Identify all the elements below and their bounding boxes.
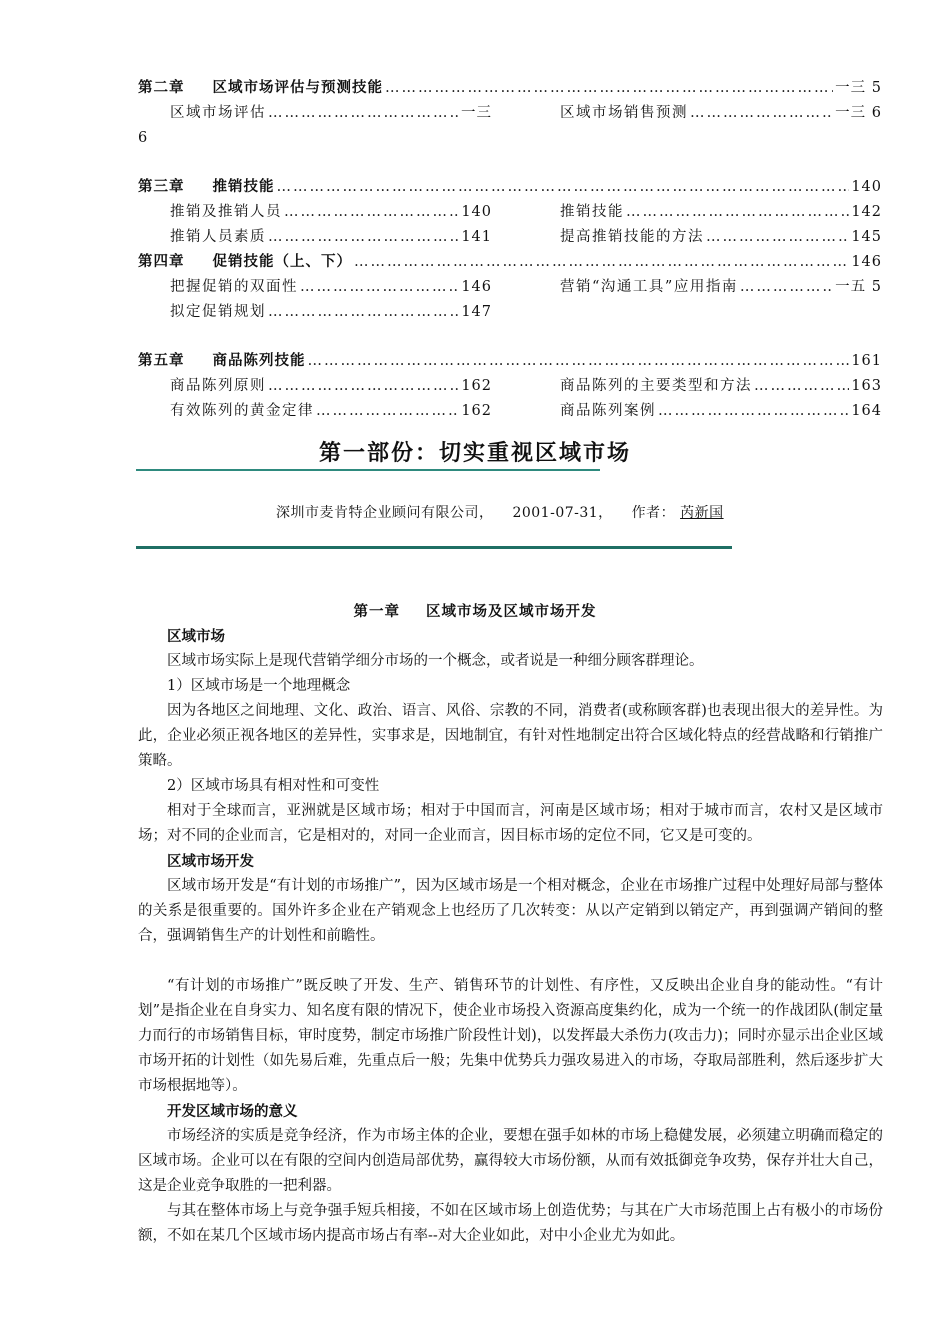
toc-chapter-5[interactable] (138, 350, 882, 372)
toc-leader-dots (268, 301, 459, 323)
toc-page-number: 140 (851, 179, 882, 195)
toc-item-title: 提高推销技能的方法 (560, 229, 704, 245)
toc-chapter-label: 第五章 (138, 352, 185, 369)
paragraph: 区域市场实际上是现代营销学细分市场的一个概念，或者说是一种细分顾客群理论。 (167, 653, 704, 669)
toc-chapter-label: 第四章 (138, 253, 185, 270)
toc-chapter-title: 推销技能 (212, 178, 275, 195)
company-name: 深圳市麦肯特企业顾问有限公司， (276, 505, 494, 521)
toc-chapter-label: 第二章 (138, 79, 185, 96)
article-meta (276, 502, 724, 522)
toc-page-number: 一五 5 (835, 279, 882, 295)
meta-divider (136, 546, 732, 549)
toc-chapter-4[interactable] (138, 251, 882, 273)
toc-item-title: 拟定促销规划 (170, 304, 266, 320)
section-heading: 区域市场开发 (167, 853, 254, 870)
toc-leader-dots (277, 176, 850, 198)
toc-page-number: 147 (461, 304, 492, 320)
publish-date: 2001-07-31， (512, 505, 613, 521)
toc-chapter-title: 商品陈列技能 (212, 352, 306, 369)
toc-page-number: 一三 6 (835, 105, 882, 121)
toc-item[interactable] (170, 276, 492, 298)
toc-leader-dots (268, 102, 459, 124)
toc-item-title: 推销及推销人员 (170, 204, 282, 220)
toc-item-title: 营销“沟通工具”应用指南 (560, 279, 738, 295)
paragraph: “有计划的市场推广”既反映了开发、生产、销售环节的计划性、有序性，又反映出企业自身的能动性。“有计划”是指企业在自身实力、知名度有限的情况下，使企业市场投入资源高度集约化，成为一个统一的作战团队(制定量力而行的市场销售目标，审时度势，制定市场推广阶段性计划)，以发挥最大杀伤力(攻击力)；同时亦显示出企业区域市场开拓的计划性（如先易后难，先重点后一般；先集中优势兵力强攻易进入的市场，夺取局部胜利，然后逐步扩大市场根据地等）。 (138, 978, 883, 1094)
author-link[interactable]: 芮新国 (680, 505, 724, 521)
toc-item-title: 商品陈列案例 (560, 403, 656, 419)
toc-leader-dots (308, 350, 850, 372)
chapter-label: 第一章 (353, 603, 400, 620)
paragraph: 相对于全球而言，亚洲就是区域市场；相对于中国而言，河南是区域市场；相对于城市而言，农村又是区域市场；对不同的企业而言，它是相对的，对同一企业而言，因目标市场的定位不同，它又是可变的。 (138, 803, 883, 844)
toc-item[interactable] (170, 226, 492, 248)
toc-chapter-2[interactable] (138, 77, 882, 99)
section-heading: 区域市场 (167, 628, 225, 645)
chapter-heading (0, 600, 950, 621)
toc-leader-dots (268, 375, 459, 397)
toc-item[interactable] (560, 201, 882, 223)
toc-item-title: 商品陈列原则 (170, 378, 266, 394)
toc-page-number: 162 (461, 378, 492, 394)
toc-page-number: 162 (461, 403, 492, 419)
toc-item-title: 区域市场评估 (170, 105, 266, 121)
toc-item[interactable] (560, 400, 882, 422)
section-heading: 开发区域市场的意义 (167, 1103, 298, 1120)
toc-item-title: 有效陈列的黄金定律 (170, 403, 314, 419)
paragraph: 市场经济的实质是竞争经济，作为市场主体的企业，要想在强手如林的市场上稳健发展，必须建立明确而稳定的区域市场。企业可以在有限的空间内创造局部优势，赢得较大市场份额，从而有效抵御竞争攻势，保存并壮大自己，这是企业竞争取胜的一把利器。 (138, 1128, 883, 1194)
title-divider (136, 469, 600, 471)
part-title: 第一部份：切实重视区域市场 (318, 440, 631, 466)
toc-leader-dots (316, 400, 459, 422)
toc-leader-dots (754, 375, 849, 397)
toc-page-number: 一三 5 (835, 80, 882, 96)
toc-item[interactable] (560, 276, 882, 298)
toc-leader-dots (690, 102, 833, 124)
toc-item[interactable] (560, 226, 882, 248)
toc-leader-dots (626, 201, 849, 223)
toc-chapter-title: 区域市场评估与预测技能 (212, 79, 383, 96)
toc-item[interactable] (170, 102, 492, 124)
toc-leader-dots (740, 276, 833, 298)
toc-item[interactable] (170, 400, 492, 422)
author-label: 作者： (631, 505, 676, 521)
toc-item-title: 商品陈列的主要类型和方法 (560, 378, 752, 394)
toc-leader-dots (300, 276, 459, 298)
toc-leader-dots (284, 201, 459, 223)
paragraph: 区域市场开发是“有计划的市场推广”，因为区域市场是一个相对概念，企业在市场推广过程中处理好局部与整体的关系是很重要的。国外许多企业在产销观念上也经历了几次转变：从以产定销到以销定产，再到强调产销间的整合，强调销售生产的计划性和前瞻性。 (138, 878, 883, 944)
toc-page-number: 140 (461, 204, 492, 220)
toc-item-title: 把握促销的双面性 (170, 279, 298, 295)
toc-item-title: 推销技能 (560, 204, 624, 220)
toc-leader-dots (354, 251, 849, 273)
toc-page-number: 145 (851, 229, 882, 245)
toc-leader-dots (268, 226, 459, 248)
toc-leader-dots (658, 400, 849, 422)
toc-page-number: 161 (851, 353, 882, 369)
toc-overflow-text: 6 (138, 130, 148, 146)
toc-leader-dots (706, 226, 849, 248)
toc-page-number: 142 (851, 204, 882, 220)
toc-page-number: 146 (461, 279, 492, 295)
toc-page-number: 一三 (461, 105, 492, 121)
article-body (138, 624, 883, 1249)
toc-item[interactable] (170, 301, 492, 323)
toc-page-number: 146 (851, 254, 882, 270)
toc-chapter-label: 第三章 (138, 178, 185, 195)
toc-item[interactable] (560, 375, 882, 397)
toc-item[interactable] (170, 201, 492, 223)
toc-item[interactable] (560, 102, 882, 124)
toc-item-title: 区域市场销售预测 (560, 105, 688, 121)
paragraph: 1）区域市场是一个地理概念 (167, 678, 351, 694)
toc-chapter-title: 促销技能（上、下） (212, 253, 352, 270)
paragraph: 2）区域市场具有相对性和可变性 (167, 778, 380, 794)
toc-leader-dots (385, 77, 833, 99)
paragraph: 因为各地区之间地理、文化、政治、语言、风俗、宗教的不同，消费者(或称顾客群)也表现出很大的差异性。为此，企业必须正视各地区的差异性，实事求是，因地制宜，有针对性地制定出符合区域化特点的经营战略和行销推广策略。 (138, 703, 883, 769)
toc-item[interactable] (170, 375, 492, 397)
toc-page-number: 163 (851, 378, 882, 394)
toc-chapter-3[interactable] (138, 176, 882, 198)
toc-page-number: 141 (461, 229, 492, 245)
chapter-title: 区域市场及区域市场开发 (426, 603, 597, 620)
toc-page-number: 164 (851, 403, 882, 419)
paragraph: 与其在整体市场上与竞争强手短兵相接，不如在区域市场上创造优势；与其在广大市场范围上占有极小的市场份额，不如在某几个区域市场内提高市场占有率--对大企业如此，对中小企业尤为如此。 (138, 1203, 883, 1244)
toc-item-title: 推销人员素质 (170, 229, 266, 245)
